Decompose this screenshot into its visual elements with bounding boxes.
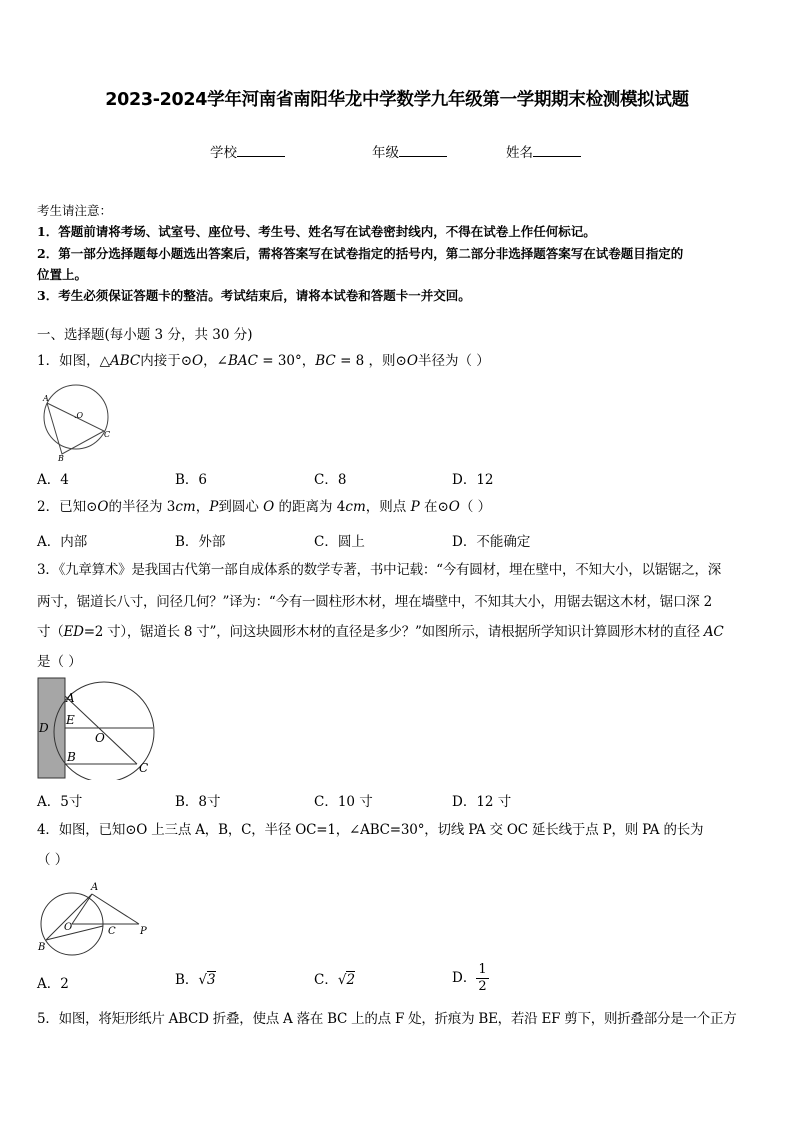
q4-label-b: B — [38, 942, 46, 953]
notice-item-1: 1．答题前请将考场、试室号、座位号、考生号、姓名写在试卷密封线内，不得在试卷上作任何标记。 — [37, 224, 596, 239]
q4-option-c-label: C． — [314, 972, 338, 988]
q2-text: 的距离为 4 — [274, 499, 346, 515]
notice-item-3: 3．考生必须保证答题卡的整洁。考试结束后，请将本试卷和答题卡一并交回。 — [37, 288, 471, 303]
q2-math: cm — [345, 499, 366, 515]
q2-text: （ ） — [459, 499, 492, 515]
q4-option-a[interactable]: A．2 — [37, 976, 69, 992]
name-label: 姓名 — [506, 145, 533, 161]
name-blank — [533, 143, 581, 157]
q4-line-bc — [46, 926, 103, 940]
q3-label-d: D — [39, 721, 49, 735]
q1-label-a: A — [43, 394, 49, 403]
q2-math: cm — [175, 499, 196, 515]
grade-blank — [399, 143, 447, 157]
q3-option-d[interactable]: D．12 寸 — [452, 794, 512, 810]
q2-math: O — [97, 499, 109, 515]
q2-math: P — [410, 499, 420, 515]
page-title: 2023-2024学年河南省南阳华龙中学数学九年级第一学期期末检测模拟试题 — [105, 90, 689, 110]
q2-text: 在⊙ — [419, 499, 449, 515]
q2-math: O — [448, 499, 460, 515]
q4-label-a: A — [91, 882, 99, 893]
q1-math-bc: BC — [315, 353, 336, 369]
notice-heading: 考生请注意： — [37, 203, 113, 218]
q1-figure — [36, 381, 116, 461]
school-label: 学校 — [210, 145, 237, 161]
q3-math-ac: AC — [703, 624, 724, 640]
q2-option-d[interactable]: D．不能确定 — [452, 534, 531, 550]
q2-text: ， — [195, 499, 210, 515]
q1-label-o: .O — [74, 411, 84, 420]
section-heading: 一、选择题(每小题 3 分，共 30 分) — [37, 327, 253, 343]
q4-line-1: 4．如图，已知⊙O 上三点 A，B，C，半径 OC=1，∠ABC=30°，切线 PA 交 OC 延长线于点 P，则 PA 的长为 — [37, 822, 704, 838]
q4-option-b-radicand: 3 — [207, 972, 216, 988]
fraction-denominator: 2 — [478, 979, 487, 994]
school-field — [210, 141, 285, 161]
q2-text: 2．已知⊙ — [37, 499, 98, 515]
q3-label-c: C — [139, 761, 149, 775]
q4-figure — [36, 880, 156, 956]
q1-text: = 8 ，则⊙ — [335, 353, 407, 369]
q1-text: 半径为（ ） — [417, 353, 490, 369]
q1-math-angle: BAC — [227, 353, 258, 369]
q1-option-a[interactable]: A．4 — [37, 472, 69, 488]
grade-field — [372, 141, 447, 161]
grade-label: 年级 — [372, 145, 399, 161]
q3-option-b[interactable]: B．8寸 — [175, 794, 221, 810]
q4-label-o: O — [64, 922, 73, 933]
q1-text: 1．如图， — [37, 353, 100, 369]
q5-line-1: 5．如图，将矩形纸片 ABCD 折叠，使点 A 落在 BC 上的点 F 处，折痕为 BE，若沿 EF 剪下，则折叠部分是一个正方 — [37, 1011, 737, 1027]
q4-option-d-label: D． — [452, 970, 477, 986]
q1-option-b[interactable]: B．6 — [175, 472, 208, 488]
q1-label-c: C — [104, 430, 111, 439]
q1-stem — [37, 351, 490, 372]
q3-line-1: 3．《九章算术》是我国古代第一部自成体系的数学专著，书中记载：“今有圆材，埋在壁中，不知大小，以锯锯之，深 — [37, 562, 721, 578]
q3-line-4: 是（ ） — [37, 654, 82, 670]
q3-option-c[interactable]: C．10 寸 — [314, 794, 373, 810]
sqrt-icon: √ — [337, 972, 347, 988]
q3-label-b: B — [67, 750, 76, 764]
q1-text: 内接于⊙ — [140, 353, 193, 369]
q2-text: 到圆心 — [218, 499, 264, 515]
q3-label-e: E — [66, 713, 75, 727]
q2-stem — [37, 497, 491, 518]
q4-option-c-radicand: 2 — [346, 972, 356, 988]
q3-figure — [36, 676, 160, 780]
q3-option-a[interactable]: A．5寸 — [37, 794, 83, 810]
q3-label-a: A — [66, 691, 75, 705]
q3-text: =2 寸），锯道长 8 寸”，问这块圆形木材的直径是多少？”如图所示，请根据所学知识计算圆形木材的直径 — [83, 624, 704, 640]
notice-item-2-cont: 位置上。 — [37, 267, 88, 282]
q3-line-3 — [37, 622, 724, 643]
q1-math-o: O — [192, 353, 204, 369]
q1-option-d[interactable]: D．12 — [452, 472, 494, 488]
q2-text: 的半径为 3 — [108, 499, 176, 515]
q4-line-2: （ ） — [37, 852, 69, 868]
q2-option-b[interactable]: B．外部 — [175, 534, 226, 550]
name-field — [506, 141, 581, 161]
q4-option-d[interactable] — [452, 962, 489, 995]
q4-radius-oa — [72, 894, 92, 924]
q1-math-triangle: △ABC — [99, 353, 141, 369]
q4-option-c[interactable] — [314, 968, 355, 988]
q3-math-ed: ED — [63, 624, 84, 640]
q2-option-c[interactable]: C．圆上 — [314, 534, 365, 550]
q4-line-ba — [46, 894, 92, 940]
q1-text: ，∠ — [203, 353, 228, 369]
q4-option-b-label: B． — [175, 972, 199, 988]
q2-math: O — [263, 499, 275, 515]
q3-line-2: 两寸，锯道长八寸，问径几何？”译为：“今有一圆柱形木材，埋在墙壁中，不知其大小，用锯去锯这木材，锯口深 2 — [37, 594, 712, 610]
q4-option-b[interactable] — [175, 968, 216, 988]
q2-option-a[interactable]: A．内部 — [37, 534, 88, 550]
q3-label-o: O — [95, 731, 105, 745]
q4-option-d-fraction — [476, 962, 488, 995]
school-blank — [237, 143, 285, 157]
q1-option-c[interactable]: C．8 — [314, 472, 347, 488]
q2-text: ，则点 — [365, 499, 411, 515]
fraction-numerator: 1 — [478, 962, 487, 977]
q1-math-o2: O — [406, 353, 418, 369]
q1-text: = 30°， — [257, 353, 316, 369]
q4-label-p: P — [140, 926, 147, 937]
notice-item-2: 2．第一部分选择题每小题选出答案后，需将答案写在试卷指定的括号内，第二部分非选择题答案写在试卷题目指定的 — [37, 246, 684, 261]
q2-math: P — [209, 499, 219, 515]
q3-text: 寸（ — [37, 624, 64, 640]
q1-label-b: B — [58, 454, 64, 461]
q4-label-c: C — [108, 926, 116, 937]
sqrt-icon: √ — [198, 972, 208, 988]
